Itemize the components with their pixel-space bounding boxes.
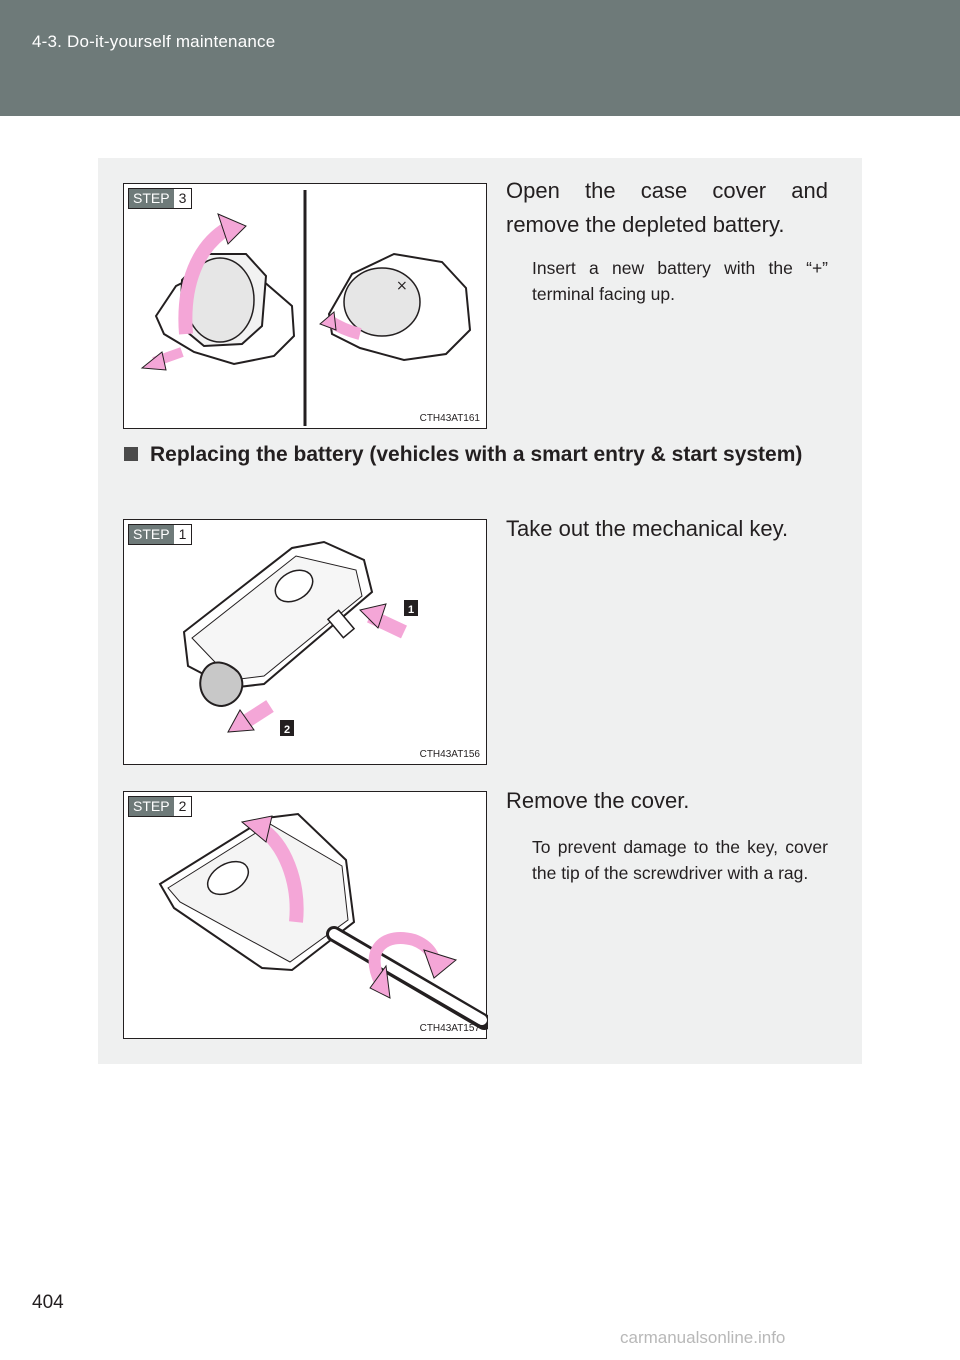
- step-number: 3: [178, 190, 187, 206]
- battery-replacement-illustration: [124, 184, 488, 430]
- section-title: 4-3. Do-it-yourself maintenance: [32, 32, 276, 51]
- step-badge: [128, 188, 192, 209]
- svg-text:×: ×: [396, 278, 408, 294]
- step-number: 1: [178, 526, 187, 542]
- step3-figure: [123, 183, 487, 429]
- watermark: carmanualsonline.info: [620, 1328, 786, 1347]
- step-label: STEP: [129, 525, 174, 544]
- step-label: STEP: [129, 797, 174, 816]
- mechanical-key-illustration: [124, 520, 488, 766]
- callout-2: 2: [283, 724, 291, 736]
- remove-cover-illustration: [124, 792, 488, 1040]
- step-badge: [128, 796, 192, 817]
- step2-instruction: Remove the cover.: [506, 788, 690, 813]
- step3-instruction: Open the case cover and remove the depleted battery.: [506, 178, 828, 237]
- step-badge: [128, 524, 192, 545]
- step1-figure: [123, 519, 487, 765]
- page-number: 404: [32, 1292, 64, 1313]
- figure-code: CTH43AT157: [419, 1023, 480, 1034]
- callout-1: 1: [407, 604, 415, 616]
- step2-note: To prevent damage to the key, cover the tip of the screwdriver with a rag.: [532, 837, 828, 883]
- figure-code: CTH43AT161: [419, 413, 480, 424]
- step-label: STEP: [129, 189, 174, 208]
- figure-code: CTH43AT156: [419, 749, 480, 760]
- step2-figure: [123, 791, 487, 1039]
- section-heading: Replacing the battery (vehicles with a smart entry & start system): [150, 443, 803, 466]
- step1-instruction: Take out the mechanical key.: [506, 516, 789, 541]
- step3-note: Insert a new battery with the “+” terminal facing up.: [532, 258, 828, 304]
- bullet-square-icon: [124, 447, 138, 461]
- section-header: [0, 0, 960, 116]
- step-number: 2: [178, 798, 187, 814]
